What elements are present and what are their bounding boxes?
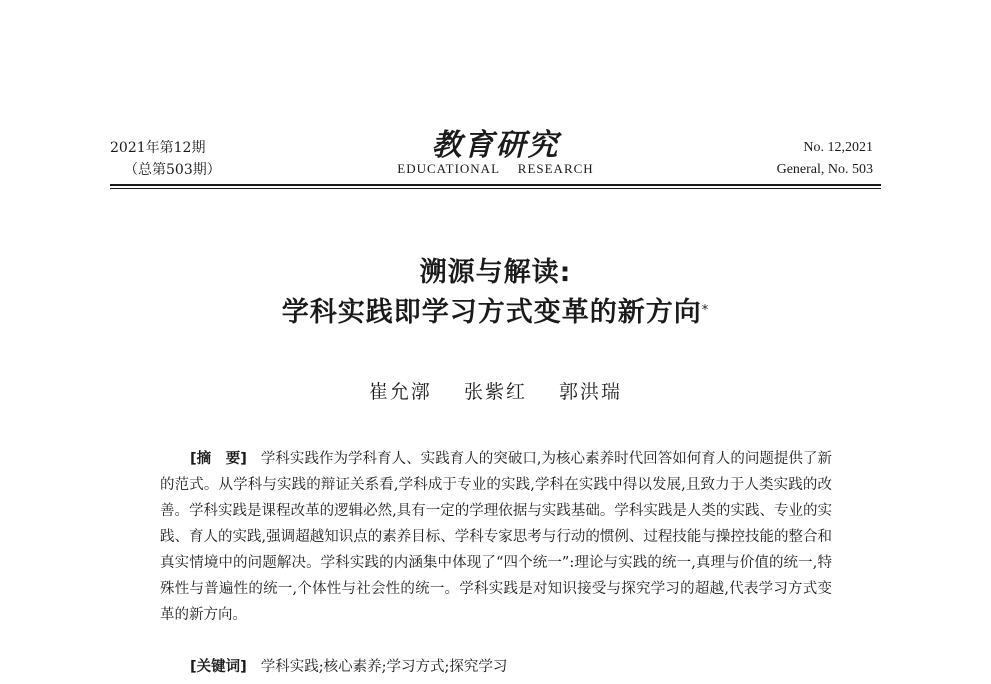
issue-number-cn: 2021年第12期 bbox=[110, 140, 206, 156]
journal-name-en: EDUCATIONAL RESEARCH bbox=[397, 161, 594, 176]
issue-number-en: No. 12,2021 bbox=[803, 140, 873, 155]
issue-info-en bbox=[777, 137, 873, 181]
abstract-block bbox=[160, 446, 832, 628]
author-list bbox=[0, 378, 991, 406]
abstract-label: [摘 要] bbox=[190, 451, 247, 467]
author-1: 崔允漷 bbox=[368, 381, 432, 403]
title-line-2: 学科实践即学习方式变革的新方向 bbox=[281, 297, 702, 328]
keywords-label: [关键词] bbox=[190, 659, 247, 675]
abstract-text: 学科实践作为学科育人、实践育人的突破口,为核心素养时代回答如何育人的问题提供了新的范式。从学科与实践的辩证关系看,学科成于专业的实践,学科在实践中得以发展,且致力于人类实践的改善。学科实践是课程改革的逻辑必然,具有一定的学理依据与实践基础。学科实践是人类的实践、专业的实践、育人的实践,强调超越知识点的素养目标、学科专家思考与行动的惯例、过程技能与操控技能的整合和真实情境中的问题解决。学科实践的内涵集中体现了“四个统一”:理论与实践的统一,真理与价值的统一,特殊性与普遍性的统一,个体性与社会性的统一。学科实践是对知识接受与探究学习的超越,代表学习方式变革的新方向。 bbox=[160, 451, 832, 623]
total-issue-cn: （总第503期） bbox=[124, 162, 221, 178]
keywords-text: 学科实践;核心素养;学习方式;探究学习 bbox=[260, 659, 508, 675]
header-rule-thin bbox=[110, 188, 881, 189]
abstract-paragraph bbox=[160, 446, 832, 628]
general-number-en: General, No. 503 bbox=[776, 162, 873, 177]
header-rule-thick bbox=[110, 184, 881, 186]
keywords-block bbox=[190, 654, 830, 680]
author-3: 郭洪瑞 bbox=[559, 381, 623, 403]
title-footnote-mark: * bbox=[701, 303, 710, 318]
title-line-2-wrap bbox=[0, 293, 991, 333]
journal-logo-cn: 教育研究 bbox=[431, 128, 560, 163]
title-line-1: 溯源与解读: bbox=[419, 257, 572, 288]
author-2: 张紫红 bbox=[463, 381, 527, 403]
article-title bbox=[0, 253, 991, 333]
